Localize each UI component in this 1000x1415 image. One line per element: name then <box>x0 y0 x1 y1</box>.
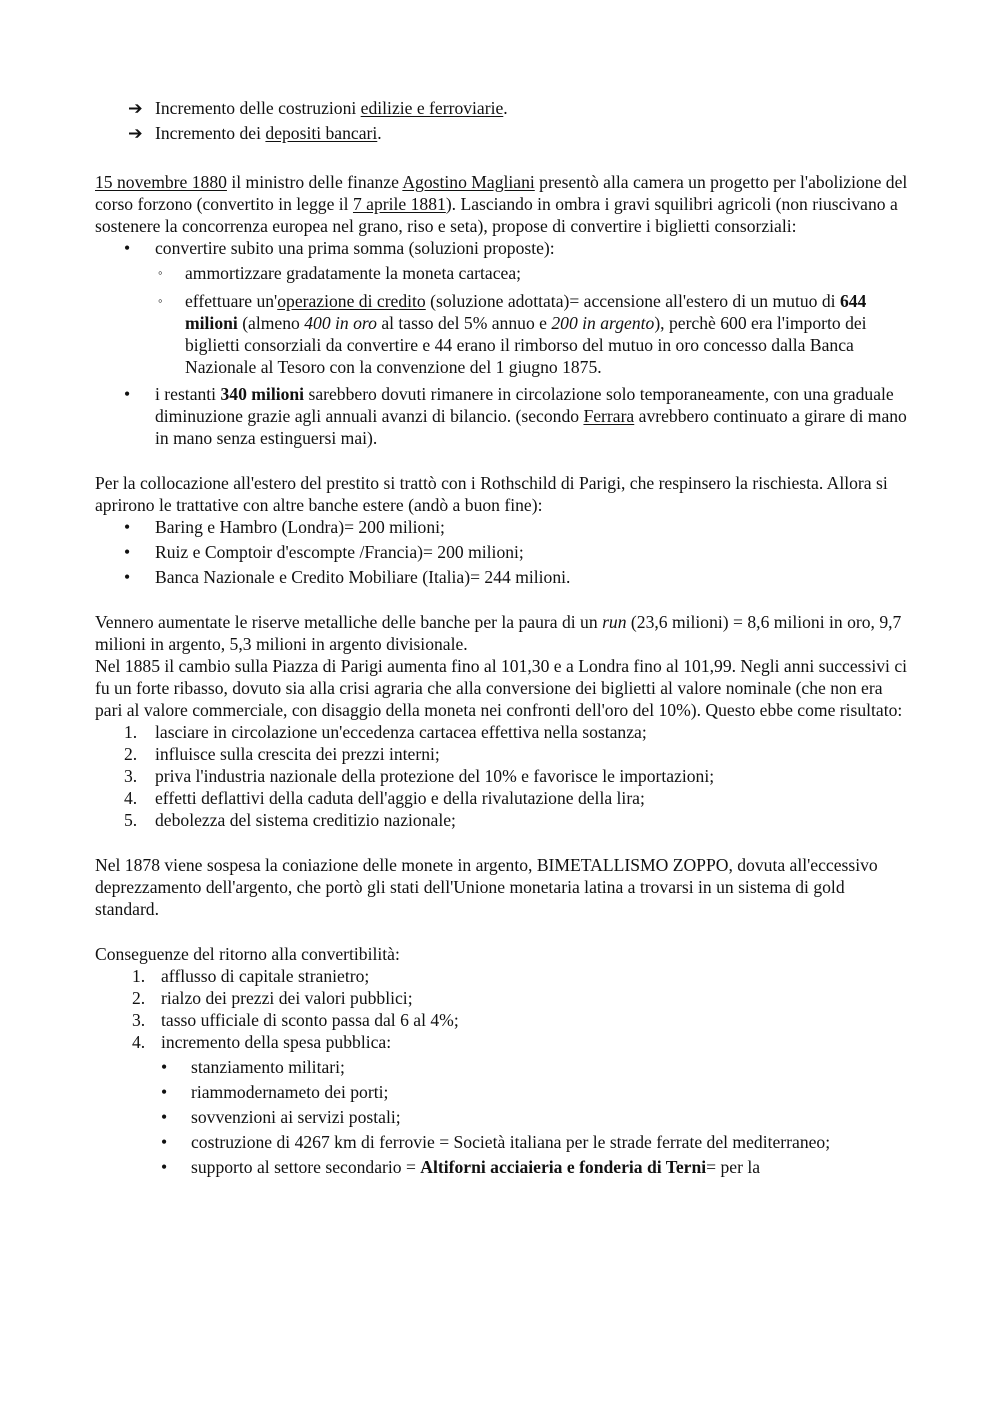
sub-list-item: ◦ effettuare un'operazione di credito (soluzione adottata)= accensione all'estero di un mutuo di 644 milioni (almeno 400 in oro al tasso del 5% annuo e 200 in argento), perchè 600 era l'importo dei biglietti consorziali da convertire e 44 erano il rimborso del mutuo in oro concesso dalla Banca Nazionale al Tesoro con la convenzione del 1 giugno 1875. <box>158 291 867 377</box>
list-item: • i restanti 340 milioni sarebbero dovuti rimanere in circolazione solo temporaneamente, con una graduale diminuzione grazie agli annuali avanzi di bilancio. (secondo Ferrara avrebbero continuato a girare di mano in mano senza estinguersi mai). <box>124 384 907 448</box>
bullet-icon: • <box>161 1132 168 1152</box>
bullet-icon: • <box>161 1107 168 1127</box>
paragraph-rothschild: Per la collocazione all'estero del prestito si trattò con i Rothschild di Parigi, che respinsero la rischiesta. Allora si aprirono le trattative con altre banche estere (andò a buon fine): <box>95 473 888 515</box>
numbered-item: 1. lasciare in circolazione un'eccedenza cartacea effettiva nella sostanza; <box>124 722 647 742</box>
link-operazione-credito[interactable]: operazione di credito <box>277 291 426 311</box>
document-page <box>95 96 910 1178</box>
bullet-icon: • <box>161 1157 168 1177</box>
arrow-icon: ➔ <box>128 98 143 118</box>
sub-list-item: • sovvenzioni ai servizi postali; <box>161 1107 401 1127</box>
link-ferrara[interactable]: Ferrara <box>583 406 635 426</box>
bullet-icon: • <box>124 542 131 562</box>
list-item: • convertire subito una prima somma (soluzioni proposte): <box>124 238 555 258</box>
paragraph-bimetallismo: Nel 1878 viene sospesa la coniazione delle monete in argento, BIMETALLISMO ZOPPO, dovuta all'eccessivo deprezzamento dell'argento, che portò gli stati dell'Unione monetaria latina a trovarsi in un sistema di gold standard. <box>95 855 878 919</box>
numbered-item: 4. incremento della spesa pubblica: <box>132 1032 392 1052</box>
numbered-item: 1. afflusso di capitale stranietro; <box>132 966 370 986</box>
link-date-1880[interactable]: 15 novembre 1880 <box>95 172 227 192</box>
paragraph-magliani: 15 novembre 1880 il ministro delle finanze Agostino Magliani presentò alla camera un progetto per l'abolizione del corso forzono (convertito in legge il 7 aprile 1881). Lasciando in ombra i gravi squilibri agricoli (non riuscivano a sostenere la concorrenza europea nel grano, riso e seta), propose di convertire i biglietti consorziali: <box>95 172 908 236</box>
circle-bullet-icon: ◦ <box>158 293 163 308</box>
bullet-icon: • <box>124 517 131 537</box>
paragraph-cambio: Nel 1885 il cambio sulla Piazza di Parigi aumenta fino al 101,30 e a Londra fino al 101,99. Negli anni successivi ci fu un forte ribasso, dovuto sia alla crisi agraria che alla conversione dei biglietti al valore nominale (che non era pari al valore commerciale, con disaggio della moneta nei confronti dell'oro del 10%). Questo ebbe come risultato: <box>95 656 908 720</box>
paragraph-conseguenze: Conseguenze del ritorno alla convertibilità: <box>95 944 400 964</box>
bullet-icon: • <box>124 567 131 587</box>
paragraph-riserve: Vennero aumentate le riserve metalliche delle banche per la paura di un run (23,6 milioni) = 8,6 milioni in oro, 9,7 milioni in argento, 5,3 milioni in argento divisionale. <box>95 612 902 654</box>
numbered-item: 3. priva l'industria nazionale della protezione del 10% e favorisce le importazioni; <box>124 766 715 786</box>
arrow-item: ➔ Incremento dei depositi bancari. <box>95 121 910 146</box>
arrow-icon: ➔ <box>128 123 143 143</box>
link-depositi[interactable]: depositi bancari <box>265 123 378 143</box>
numbered-item: 2. rialzo dei prezzi dei valori pubblici; <box>132 988 413 1008</box>
numbered-item: 5. debolezza del sistema creditizio nazionale; <box>124 810 456 830</box>
arrow-item: ➔ Incremento delle costruzioni edilizie e ferroviarie. <box>95 96 910 121</box>
numbered-item: 4. effetti deflattivi della caduta dell'aggio e della rivalutazione della lira; <box>124 788 645 808</box>
circle-bullet-icon: ◦ <box>158 265 163 280</box>
sub-list-item: • riammodernameto dei porti; <box>161 1082 389 1102</box>
link-date-1881[interactable]: 7 aprile 1881 <box>352 194 446 214</box>
bullet-icon: • <box>124 238 131 258</box>
numbered-item: 2. influisce sulla crescita dei prezzi interni; <box>124 744 440 764</box>
link-magliani[interactable]: Agostino Magliani <box>402 172 535 192</box>
list-item: • Banca Nazionale e Credito Mobiliare (Italia)= 244 milioni. <box>124 567 571 587</box>
link-edilizie[interactable]: edilizie e ferroviarie <box>360 98 504 118</box>
list-item: • Ruiz e Comptoir d'escompte /Francia)= 200 milioni; <box>124 542 524 562</box>
bullet-icon: • <box>124 384 131 404</box>
bullet-icon: • <box>161 1057 168 1077</box>
sub-list-item: ◦ ammortizzare gradatamente la moneta cartacea; <box>158 263 522 283</box>
bullet-icon: • <box>161 1082 168 1102</box>
sub-list-item: • costruzione di 4267 km di ferrovie = Società italiana per le strade ferrate del mediterraneo; <box>161 1132 831 1152</box>
sub-list-item: • stanziamento militari; <box>161 1057 345 1077</box>
list-item: • Baring e Hambro (Londra)= 200 milioni; <box>124 517 445 537</box>
sub-list-item: • supporto al settore secondario = Altiforni acciaieria e fonderia di Terni= per la <box>161 1157 761 1177</box>
numbered-item: 3. tasso ufficiale di sconto passa dal 6 al 4%; <box>132 1010 459 1030</box>
